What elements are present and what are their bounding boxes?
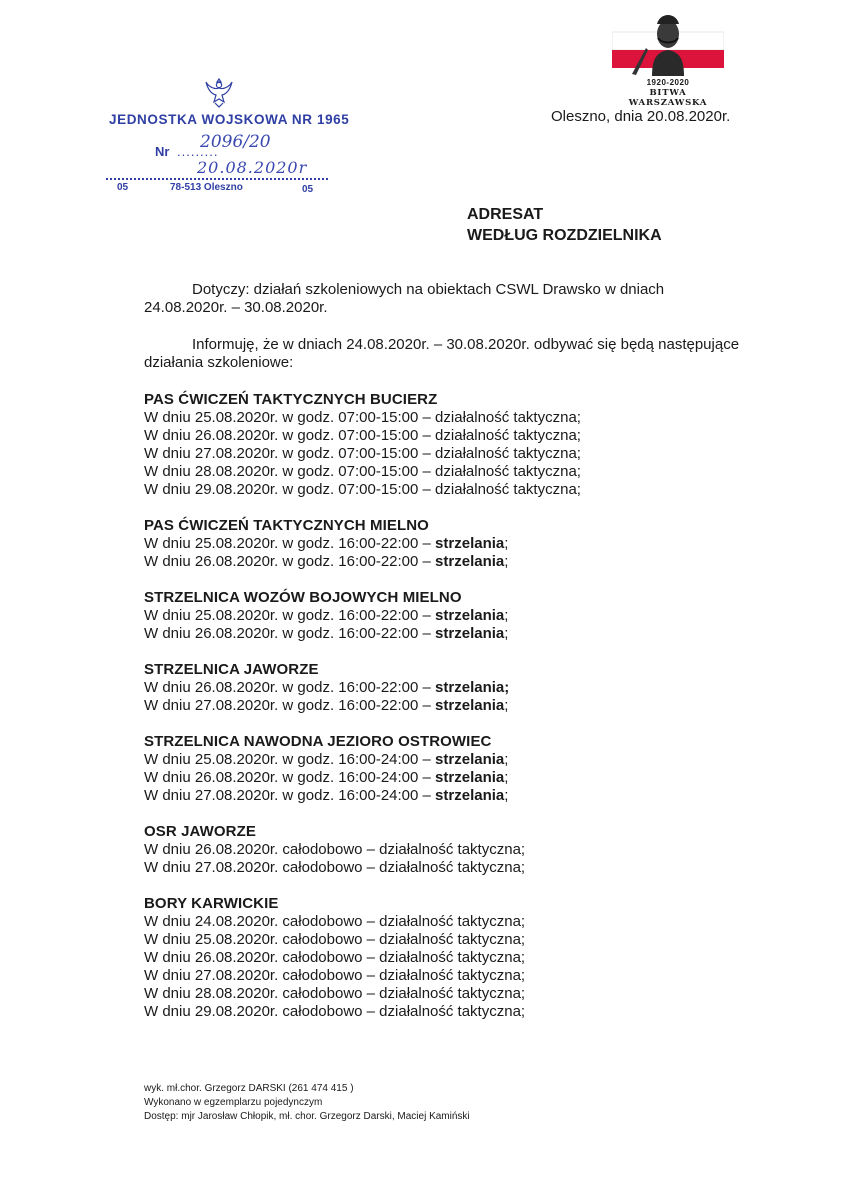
training-section	[144, 895, 784, 1021]
training-section	[144, 823, 784, 877]
schedule-row-date-time: W dniu 25.08.2020r. całodobowo –	[144, 931, 380, 948]
intro-line-1: Informuję, że w dniach 24.08.2020r. – 30.08.2020r. odbywać się będą następujące	[192, 336, 740, 353]
schedule-row-date-time: W dniu 24.08.2020r. całodobowo –	[144, 913, 380, 930]
letter-body	[144, 281, 784, 1021]
schedule-row-date-time: W dniu 26.08.2020r. w godz. 07:00-15:00 –	[144, 427, 436, 444]
section-title: OSR JAWORZE	[144, 823, 256, 840]
schedule-row-punctuation: ;	[504, 535, 509, 552]
schedule-row-activity: strzelania	[435, 625, 505, 642]
logo-name: BITWA WARSZAWSKA	[628, 88, 708, 108]
schedule-row	[144, 679, 784, 697]
schedule-row-activity: działalność taktyczna;	[435, 463, 581, 480]
schedule-row-date-time: W dniu 25.08.2020r. w godz. 07:00-15:00 –	[144, 409, 436, 426]
schedule-row-activity: strzelania	[435, 697, 505, 714]
schedule-row-punctuation: ;	[504, 787, 509, 804]
schedule-row-activity: działalność taktyczna;	[379, 841, 526, 858]
intro-line-2: działania szkoleniowe:	[144, 354, 294, 371]
training-section	[144, 391, 784, 499]
addressee-line-2: WEDŁUG ROZDZIELNIKA	[467, 227, 662, 244]
schedule-row	[144, 553, 784, 571]
schedule-row-activity: strzelania	[435, 751, 505, 768]
schedule-row-activity: działalność taktyczna;	[435, 427, 581, 444]
schedule-row-date-time: W dniu 27.08.2020r. całodobowo –	[144, 859, 380, 876]
schedule-row-date-time: W dniu 28.08.2020r. w godz. 07:00-15:00 –	[144, 463, 436, 480]
stamp-dotted-line	[106, 178, 328, 180]
schedule-row	[144, 1003, 784, 1021]
schedule-row-punctuation: ;	[504, 625, 509, 642]
footer-access: Dostęp: mjr Jarosław Chłopik, mł. chor. Grzegorz Darski, Maciej Kamiński	[144, 1111, 470, 1122]
schedule-row-date-time: W dniu 27.08.2020r. w godz. 07:00-15:00 –	[144, 445, 436, 462]
schedule-row-activity: strzelania	[435, 607, 505, 624]
schedule-row	[144, 445, 784, 463]
schedule-row-activity: strzelania	[435, 787, 505, 804]
stamp-address: 78-513 Oleszno	[170, 182, 243, 193]
training-section	[144, 517, 784, 571]
subject-text-line-2: 24.08.2020r. – 30.08.2020r.	[144, 299, 328, 316]
schedule-row-activity: działalność taktyczna;	[379, 913, 526, 930]
schedule-row-date-time: W dniu 25.08.2020r. w godz. 16:00-22:00 –	[144, 607, 436, 624]
schedule-row	[144, 913, 784, 931]
schedule-row	[144, 967, 784, 985]
schedule-row	[144, 697, 784, 715]
schedule-row-activity: działalność taktyczna;	[379, 859, 526, 876]
schedule-row-punctuation: ;	[504, 553, 509, 570]
schedule-row	[144, 625, 784, 643]
schedule-row-date-time: W dniu 26.08.2020r. w godz. 16:00-22:00 –	[144, 553, 436, 570]
stamp-code-right: 05	[302, 184, 314, 195]
subject-label: Dotyczy:	[192, 281, 250, 298]
section-title: STRZELNICA WOZÓW BOJOWYCH MIELNO	[144, 589, 462, 606]
schedule-row-activity: działalność taktyczna;	[379, 1003, 526, 1020]
military-unit-stamp	[100, 72, 350, 197]
section-title: PAS ĆWICZEŃ TAKTYCZNYCH MIELNO	[144, 517, 429, 534]
schedule-row	[144, 931, 784, 949]
schedule-row-activity: strzelania	[435, 553, 505, 570]
schedule-row-date-time: W dniu 26.08.2020r. w godz. 16:00-22:00 –	[144, 625, 436, 642]
schedule-row-activity: strzelania;	[435, 679, 510, 696]
schedule-row-activity: działalność taktyczna;	[435, 409, 581, 426]
schedule-row	[144, 841, 784, 859]
stamp-unit-name: JEDNOSTKA WOJSKOWA NR 1965	[109, 112, 350, 127]
stamp-handwritten-number: 2096/20	[200, 132, 271, 152]
schedule-row-activity: działalność taktyczna;	[435, 481, 581, 498]
logo-emblem-icon	[612, 8, 724, 78]
schedule-row-date-time: W dniu 27.08.2020r. całodobowo –	[144, 967, 380, 984]
stamp-code-left: 05	[117, 182, 129, 193]
schedule-row-date-time: W dniu 25.08.2020r. w godz. 16:00-24:00 –	[144, 751, 436, 768]
schedule-row-date-time: W dniu 25.08.2020r. w godz. 16:00-22:00 –	[144, 535, 436, 552]
schedule-row-date-time: W dniu 27.08.2020r. w godz. 16:00-22:00 –	[144, 697, 436, 714]
stamp-nr-dots: .........	[177, 144, 219, 159]
schedule-row	[144, 463, 784, 481]
subject-paragraph	[144, 281, 784, 317]
schedule-row	[144, 409, 784, 427]
schedule-row-punctuation: ;	[504, 697, 509, 714]
schedule-row	[144, 607, 784, 625]
stamp-nr-label: Nr	[155, 144, 170, 159]
schedule-row-activity: działalność taktyczna;	[379, 931, 526, 948]
footer-copies: Wykonano w egzemplarzu pojedynczym	[144, 1097, 323, 1108]
schedule-row-date-time: W dniu 26.08.2020r. w godz. 16:00-22:00 –	[144, 679, 436, 696]
schedule-row-date-time: W dniu 27.08.2020r. w godz. 16:00-24:00 –	[144, 787, 436, 804]
schedule-row	[144, 985, 784, 1003]
place-and-date: Oleszno, dnia 20.08.2020r.	[551, 108, 731, 125]
schedule-row	[144, 751, 784, 769]
schedule-row-date-time: W dniu 26.08.2020r. całodobowo –	[144, 841, 380, 858]
logo-years: 1920-2020	[646, 78, 690, 87]
schedule-row-punctuation: ;	[504, 769, 509, 786]
schedule-row-date-time: W dniu 28.08.2020r. całodobowo –	[144, 985, 380, 1002]
eagle-emblem-icon	[204, 76, 234, 110]
stamp-handwritten-date: 20.08.2020r	[197, 158, 308, 177]
training-section	[144, 733, 784, 805]
schedule-row-activity: działalność taktyczna;	[435, 445, 581, 462]
subject-text-line-1: działań szkoleniowych na obiektach CSWL Drawsko w dniach	[249, 281, 665, 298]
addressee-block	[467, 204, 662, 246]
training-section	[144, 589, 784, 643]
section-title: STRZELNICA JAWORZE	[144, 661, 319, 678]
schedule-row	[144, 859, 784, 877]
training-sections	[144, 391, 784, 1021]
bitwa-warszawska-logo	[612, 8, 724, 108]
schedule-row-punctuation: ;	[504, 751, 509, 768]
schedule-row-date-time: W dniu 26.08.2020r. całodobowo –	[144, 949, 380, 966]
schedule-row-activity: działalność taktyczna;	[379, 967, 526, 984]
schedule-row	[144, 787, 784, 805]
training-section	[144, 661, 784, 715]
schedule-row-date-time: W dniu 26.08.2020r. w godz. 16:00-24:00 –	[144, 769, 436, 786]
footer-executor: wyk. mł.chor. Grzegorz DARSKI (261 474 415 )	[144, 1083, 354, 1094]
section-title: BORY KARWICKIE	[144, 895, 279, 912]
schedule-row-activity: działalność taktyczna;	[379, 985, 526, 1002]
addressee-line-1: ADRESAT	[467, 206, 544, 223]
footer-notes	[144, 1082, 470, 1124]
section-title: STRZELNICA NAWODNA JEZIORO OSTROWIEC	[144, 733, 492, 750]
schedule-row-activity: strzelania	[435, 535, 505, 552]
schedule-row-date-time: W dniu 29.08.2020r. całodobowo –	[144, 1003, 380, 1020]
section-title: PAS ĆWICZEŃ TAKTYCZNYCH BUCIERZ	[144, 391, 438, 408]
schedule-row-activity: działalność taktyczna;	[379, 949, 526, 966]
schedule-row	[144, 427, 784, 445]
schedule-row-activity: strzelania	[435, 769, 505, 786]
schedule-row-punctuation: ;	[504, 607, 509, 624]
intro-paragraph	[144, 336, 784, 372]
schedule-row	[144, 949, 784, 967]
schedule-row-date-time: W dniu 29.08.2020r. w godz. 07:00-15:00 –	[144, 481, 436, 498]
schedule-row	[144, 769, 784, 787]
schedule-row	[144, 535, 784, 553]
schedule-row	[144, 481, 784, 499]
